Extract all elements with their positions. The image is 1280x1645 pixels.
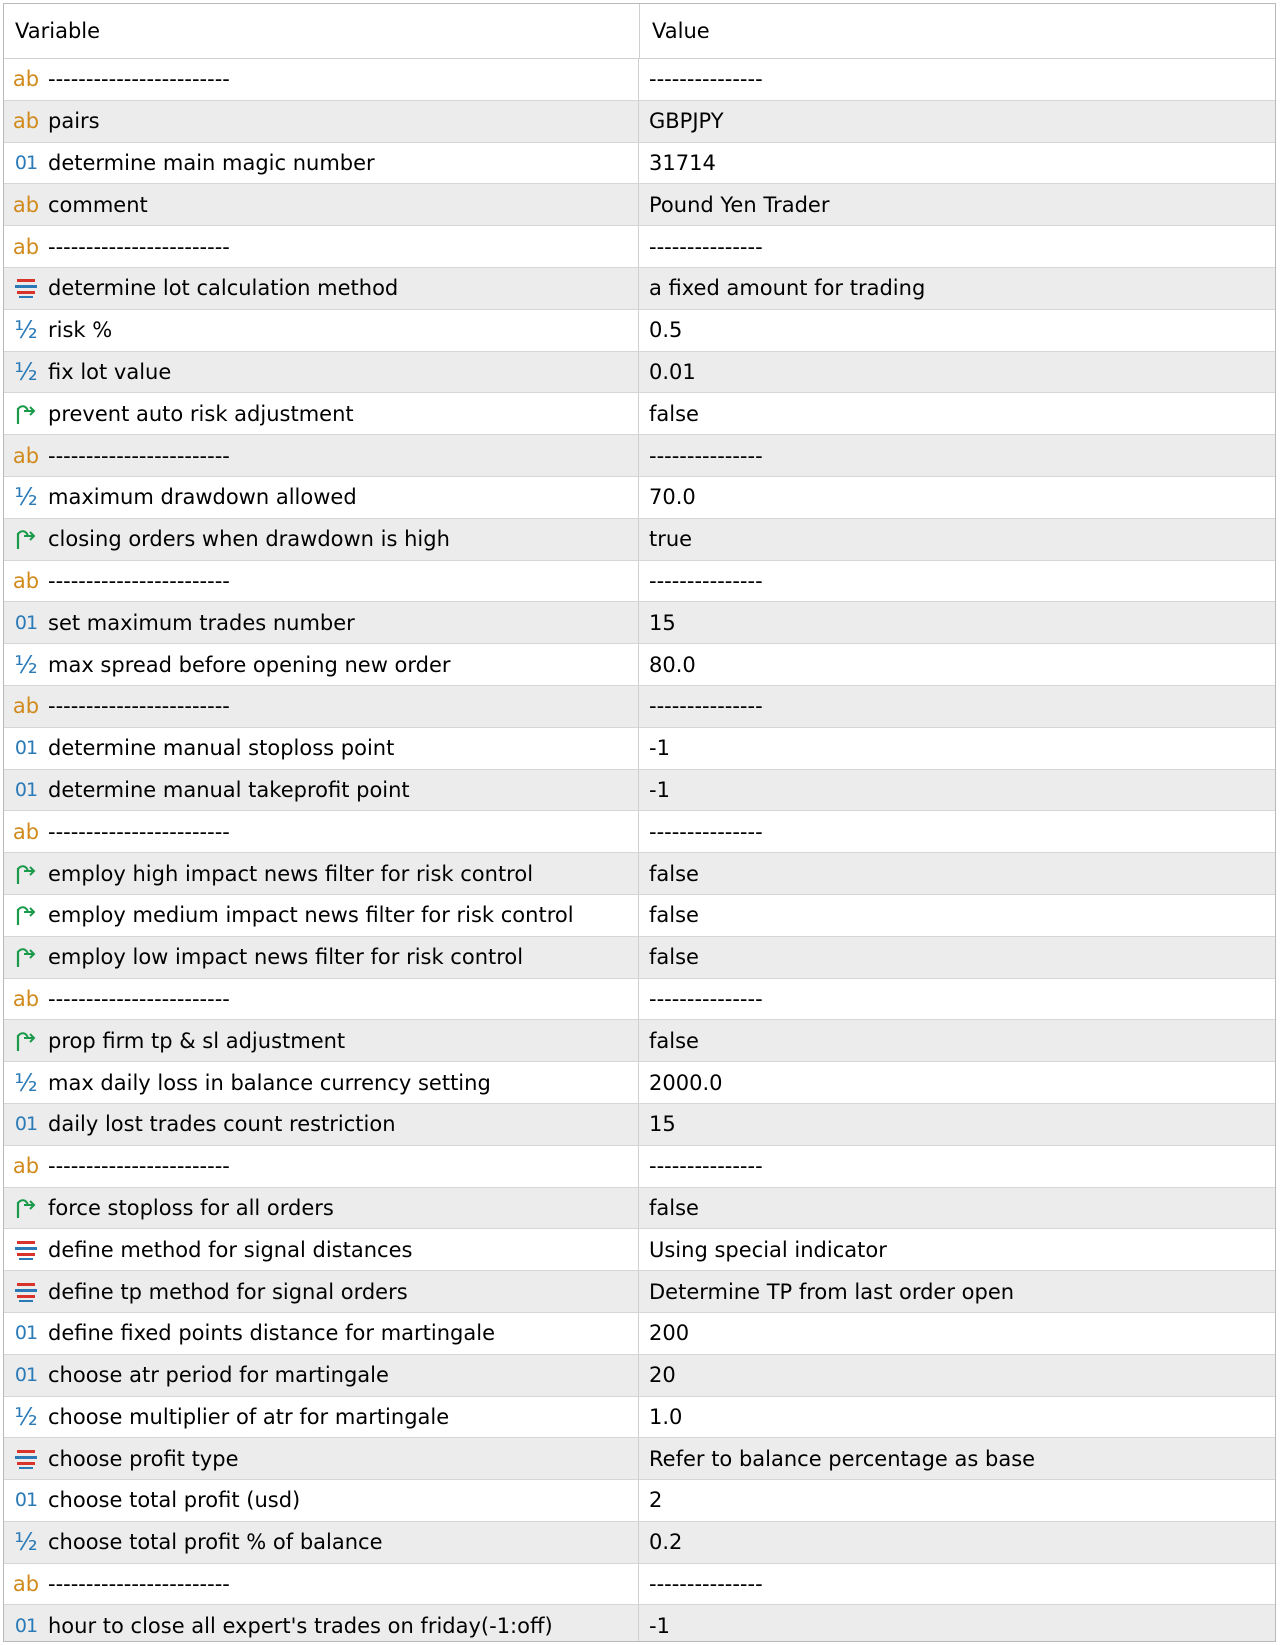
- variable-cell: [4, 979, 639, 1020]
- variable-cell: [4, 561, 639, 602]
- value-text[interactable]: 31714: [649, 150, 716, 175]
- variable-cell: [4, 1397, 639, 1438]
- integer-type-icon: 01: [14, 1614, 38, 1637]
- value-text[interactable]: 0.5: [649, 318, 683, 343]
- value-text[interactable]: true: [649, 527, 693, 552]
- value-cell[interactable]: [639, 1229, 1275, 1270]
- value-text[interactable]: 0.2: [649, 1530, 683, 1555]
- integer-type-icon: 01: [14, 737, 38, 760]
- variable-name: employ medium impact news filter for risk control: [48, 903, 574, 928]
- table-row[interactable]: [4, 1229, 1275, 1271]
- string-type-icon: ab: [12, 192, 40, 217]
- variable-name: define fixed points distance for martingale: [48, 1321, 495, 1346]
- string-type-icon: ab: [12, 443, 40, 468]
- value-text[interactable]: ---------------: [649, 986, 763, 1011]
- value-cell[interactable]: [639, 1020, 1275, 1061]
- variable-cell: [4, 770, 639, 811]
- enum-type-icon: [14, 1445, 38, 1473]
- variable-name: prop firm tp & sl adjustment: [48, 1028, 346, 1053]
- variable-name: ------------------------: [48, 1154, 230, 1179]
- double-type-icon: ½: [14, 357, 38, 386]
- variable-name: ------------------------: [48, 67, 230, 92]
- variable-cell: [4, 519, 639, 560]
- string-type-icon: ab: [12, 1572, 40, 1597]
- variable-cell: [4, 435, 639, 476]
- value-text[interactable]: 15: [649, 1112, 676, 1137]
- value-text[interactable]: Refer to balance percentage as base: [649, 1446, 1036, 1471]
- value-cell[interactable]: [639, 1605, 1275, 1642]
- value-text[interactable]: ---------------: [649, 1154, 763, 1179]
- integer-type-icon: 01: [14, 1489, 38, 1512]
- value-text[interactable]: 2: [649, 1488, 663, 1513]
- value-cell[interactable]: [639, 1564, 1275, 1605]
- table-row[interactable]: [4, 728, 1275, 770]
- table-row[interactable]: [4, 895, 1275, 937]
- variable-name: determine lot calculation method: [48, 276, 399, 301]
- variable-name: ------------------------: [48, 694, 230, 719]
- table-row[interactable]: [4, 1480, 1275, 1522]
- table-row[interactable]: [4, 310, 1275, 352]
- table-row[interactable]: [4, 1355, 1275, 1397]
- string-type-icon: ab: [12, 568, 40, 593]
- value-text[interactable]: 80.0: [649, 652, 696, 677]
- value-cell[interactable]: [639, 1438, 1275, 1479]
- value-cell[interactable]: [639, 143, 1275, 184]
- table-row[interactable]: [4, 853, 1275, 895]
- value-text[interactable]: ---------------: [649, 568, 763, 593]
- grid-body: [4, 59, 1275, 1642]
- bool-type-icon: [14, 1194, 38, 1222]
- value-text[interactable]: 2000.0: [649, 1070, 723, 1095]
- variable-name: fix lot value: [48, 359, 172, 384]
- table-row[interactable]: [4, 393, 1275, 435]
- value-text[interactable]: -1: [649, 777, 670, 802]
- column-header-variable[interactable]: Variable: [15, 19, 101, 43]
- grid-header: [4, 4, 1275, 59]
- value-text[interactable]: a fixed amount for trading: [649, 276, 926, 301]
- value-cell[interactable]: [639, 937, 1275, 978]
- string-type-icon: ab: [12, 1154, 40, 1179]
- value-text[interactable]: ---------------: [649, 694, 763, 719]
- table-row[interactable]: [4, 1188, 1275, 1230]
- value-cell[interactable]: [639, 1146, 1275, 1187]
- table-row[interactable]: [4, 352, 1275, 394]
- variable-cell: [4, 1564, 639, 1605]
- value-text[interactable]: Determine TP from last order open: [649, 1279, 1015, 1304]
- integer-type-icon: 01: [14, 1364, 38, 1387]
- value-cell[interactable]: [639, 770, 1275, 811]
- variable-name: ------------------------: [48, 986, 230, 1011]
- value-text[interactable]: ---------------: [649, 67, 763, 92]
- table-row[interactable]: [4, 602, 1275, 644]
- variable-cell: [4, 59, 639, 100]
- variable-cell: [4, 811, 639, 852]
- value-cell[interactable]: [639, 435, 1275, 476]
- table-row[interactable]: [4, 101, 1275, 143]
- variable-cell: [4, 1271, 639, 1312]
- bool-type-icon: [14, 901, 38, 929]
- value-text[interactable]: -1: [649, 736, 670, 761]
- value-cell[interactable]: [639, 1397, 1275, 1438]
- variable-cell: [4, 310, 639, 351]
- value-text[interactable]: false: [649, 1195, 699, 1220]
- value-cell[interactable]: [639, 602, 1275, 643]
- value-text[interactable]: false: [649, 401, 699, 426]
- bool-type-icon: [14, 525, 38, 553]
- table-row[interactable]: [4, 770, 1275, 812]
- value-text[interactable]: GBPJPY: [649, 109, 724, 134]
- integer-type-icon: 01: [14, 1113, 38, 1136]
- variable-name: determine manual takeprofit point: [48, 777, 410, 802]
- value-text[interactable]: 15: [649, 610, 676, 635]
- value-cell[interactable]: [639, 101, 1275, 142]
- variable-name: ------------------------: [48, 568, 230, 593]
- bool-type-icon: [14, 943, 38, 971]
- value-cell[interactable]: [639, 268, 1275, 309]
- value-text[interactable]: 1.0: [649, 1404, 683, 1429]
- enum-type-icon: [14, 274, 38, 302]
- column-header-value[interactable]: Value: [639, 4, 1275, 58]
- variable-name: choose total profit % of balance: [48, 1530, 383, 1555]
- value-cell[interactable]: [639, 895, 1275, 936]
- variable-name: set maximum trades number: [48, 610, 355, 635]
- table-row[interactable]: [4, 979, 1275, 1021]
- variable-cell: [4, 1188, 639, 1229]
- variable-cell: [4, 1229, 639, 1270]
- value-text[interactable]: false: [649, 861, 699, 886]
- variable-name: hour to close all expert's trades on friday(-1:off): [48, 1613, 553, 1638]
- table-row[interactable]: [4, 519, 1275, 561]
- table-row[interactable]: [4, 644, 1275, 686]
- value-text[interactable]: ---------------: [649, 1572, 763, 1597]
- table-row[interactable]: [4, 811, 1275, 853]
- value-text[interactable]: 200: [649, 1321, 690, 1346]
- variable-cell: [4, 352, 639, 393]
- double-type-icon: ½: [14, 1528, 38, 1557]
- variable-name: choose profit type: [48, 1446, 239, 1471]
- variable-cell: [4, 686, 639, 727]
- variable-cell: [4, 1480, 639, 1521]
- variable-name: force stoploss for all orders: [48, 1195, 334, 1220]
- string-type-icon: ab: [12, 109, 40, 134]
- table-row[interactable]: [4, 1313, 1275, 1355]
- value-text[interactable]: 0.01: [649, 359, 696, 384]
- variable-name: define tp method for signal orders: [48, 1279, 408, 1304]
- variable-cell: [4, 1605, 639, 1642]
- variable-name: max daily loss in balance currency setting: [48, 1070, 491, 1095]
- variable-cell: [4, 1062, 639, 1103]
- string-type-icon: ab: [12, 67, 40, 92]
- string-type-icon: ab: [12, 819, 40, 844]
- string-type-icon: ab: [12, 986, 40, 1011]
- value-cell[interactable]: [639, 352, 1275, 393]
- value-text[interactable]: ---------------: [649, 819, 763, 844]
- string-type-icon: ab: [12, 694, 40, 719]
- value-cell[interactable]: [639, 1522, 1275, 1563]
- table-row[interactable]: [4, 143, 1275, 185]
- value-text[interactable]: -1: [649, 1613, 670, 1638]
- variable-name: employ low impact news filter for risk control: [48, 945, 524, 970]
- value-cell[interactable]: [639, 226, 1275, 267]
- table-row[interactable]: [4, 937, 1275, 979]
- table-row[interactable]: [4, 686, 1275, 728]
- inputs-grid: [3, 3, 1276, 1642]
- table-row[interactable]: [4, 1438, 1275, 1480]
- variable-cell: [4, 1522, 639, 1563]
- table-row[interactable]: [4, 1104, 1275, 1146]
- value-text[interactable]: ---------------: [649, 234, 763, 259]
- table-row[interactable]: [4, 435, 1275, 477]
- value-cell[interactable]: [639, 184, 1275, 225]
- integer-type-icon: 01: [14, 151, 38, 174]
- variable-name: maximum drawdown allowed: [48, 485, 357, 510]
- double-type-icon: ½: [14, 316, 38, 345]
- variable-cell: [4, 184, 639, 225]
- variable-name: determine manual stoploss point: [48, 736, 395, 761]
- table-row[interactable]: [4, 1146, 1275, 1188]
- value-cell[interactable]: [639, 686, 1275, 727]
- table-row[interactable]: [4, 1397, 1275, 1439]
- variable-name: choose atr period for martingale: [48, 1363, 389, 1388]
- value-cell[interactable]: [639, 310, 1275, 351]
- variable-name: prevent auto risk adjustment: [48, 401, 354, 426]
- variable-cell: [4, 477, 639, 518]
- table-row[interactable]: [4, 59, 1275, 101]
- value-cell[interactable]: [639, 853, 1275, 894]
- variable-cell: [4, 393, 639, 434]
- variable-cell: [4, 1355, 639, 1396]
- table-row[interactable]: [4, 226, 1275, 268]
- value-text[interactable]: Pound Yen Trader: [649, 192, 830, 217]
- table-row[interactable]: [4, 1271, 1275, 1313]
- value-text[interactable]: Using special indicator: [649, 1237, 887, 1262]
- value-cell[interactable]: [639, 393, 1275, 434]
- string-type-icon: ab: [12, 234, 40, 259]
- variable-cell: [4, 101, 639, 142]
- variable-name: max spread before opening new order: [48, 652, 451, 677]
- variable-cell: [4, 226, 639, 267]
- value-cell[interactable]: [639, 1104, 1275, 1145]
- enum-type-icon: [14, 1236, 38, 1264]
- variable-cell: [4, 1313, 639, 1354]
- bool-type-icon: [14, 860, 38, 888]
- variable-cell: [4, 1146, 639, 1187]
- table-row[interactable]: [4, 268, 1275, 310]
- variable-cell: [4, 1104, 639, 1145]
- table-row[interactable]: [4, 1564, 1275, 1606]
- value-text[interactable]: ---------------: [649, 443, 763, 468]
- double-type-icon: ½: [14, 1068, 38, 1097]
- table-row[interactable]: [4, 1062, 1275, 1104]
- value-cell[interactable]: [639, 59, 1275, 100]
- variable-cell: [4, 853, 639, 894]
- variable-name: ------------------------: [48, 234, 230, 259]
- double-type-icon: ½: [14, 650, 38, 679]
- value-cell[interactable]: [639, 811, 1275, 852]
- value-cell[interactable]: [639, 519, 1275, 560]
- enum-type-icon: [14, 1278, 38, 1306]
- variable-name: daily lost trades count restriction: [48, 1112, 396, 1137]
- variable-cell: [4, 644, 639, 685]
- variable-name: ------------------------: [48, 443, 230, 468]
- table-row[interactable]: [4, 1020, 1275, 1062]
- variable-cell: [4, 143, 639, 184]
- double-type-icon: ½: [14, 1402, 38, 1431]
- variable-name: choose total profit (usd): [48, 1488, 301, 1513]
- value-cell[interactable]: [639, 1313, 1275, 1354]
- value-text[interactable]: false: [649, 903, 699, 928]
- variable-cell: [4, 895, 639, 936]
- value-text[interactable]: 20: [649, 1363, 676, 1388]
- variable-cell: [4, 268, 639, 309]
- table-row[interactable]: [4, 561, 1275, 603]
- value-cell[interactable]: [639, 1062, 1275, 1103]
- value-cell[interactable]: [639, 1355, 1275, 1396]
- variable-name: comment: [48, 192, 148, 217]
- value-cell[interactable]: [639, 1188, 1275, 1229]
- bool-type-icon: [14, 400, 38, 428]
- variable-cell: [4, 1438, 639, 1479]
- variable-name: determine main magic number: [48, 150, 375, 175]
- value-cell[interactable]: [639, 979, 1275, 1020]
- bool-type-icon: [14, 1027, 38, 1055]
- value-text[interactable]: false: [649, 945, 699, 970]
- variable-name: pairs: [48, 109, 100, 134]
- variable-name: ------------------------: [48, 819, 230, 844]
- variable-name: risk %: [48, 318, 113, 343]
- integer-type-icon: 01: [14, 1322, 38, 1345]
- variable-name: closing orders when drawdown is high: [48, 527, 450, 552]
- variable-cell: [4, 1020, 639, 1061]
- double-type-icon: ½: [14, 483, 38, 512]
- table-row[interactable]: [4, 184, 1275, 226]
- value-text[interactable]: 70.0: [649, 485, 696, 510]
- variable-name: ------------------------: [48, 1572, 230, 1597]
- variable-name: choose multiplier of atr for martingale: [48, 1404, 450, 1429]
- value-cell[interactable]: [639, 561, 1275, 602]
- variable-cell: [4, 602, 639, 643]
- variable-cell: [4, 937, 639, 978]
- value-cell[interactable]: [639, 1480, 1275, 1521]
- value-cell[interactable]: [639, 1271, 1275, 1312]
- variable-name: employ high impact news filter for risk control: [48, 861, 534, 886]
- variable-cell: [4, 728, 639, 769]
- value-cell[interactable]: [639, 477, 1275, 518]
- value-text[interactable]: false: [649, 1028, 699, 1053]
- table-row[interactable]: [4, 477, 1275, 519]
- value-cell[interactable]: [639, 644, 1275, 685]
- table-row[interactable]: [4, 1605, 1275, 1642]
- integer-type-icon: 01: [14, 778, 38, 801]
- table-row[interactable]: [4, 1522, 1275, 1564]
- integer-type-icon: 01: [14, 611, 38, 634]
- variable-name: define method for signal distances: [48, 1237, 413, 1262]
- value-cell[interactable]: [639, 728, 1275, 769]
